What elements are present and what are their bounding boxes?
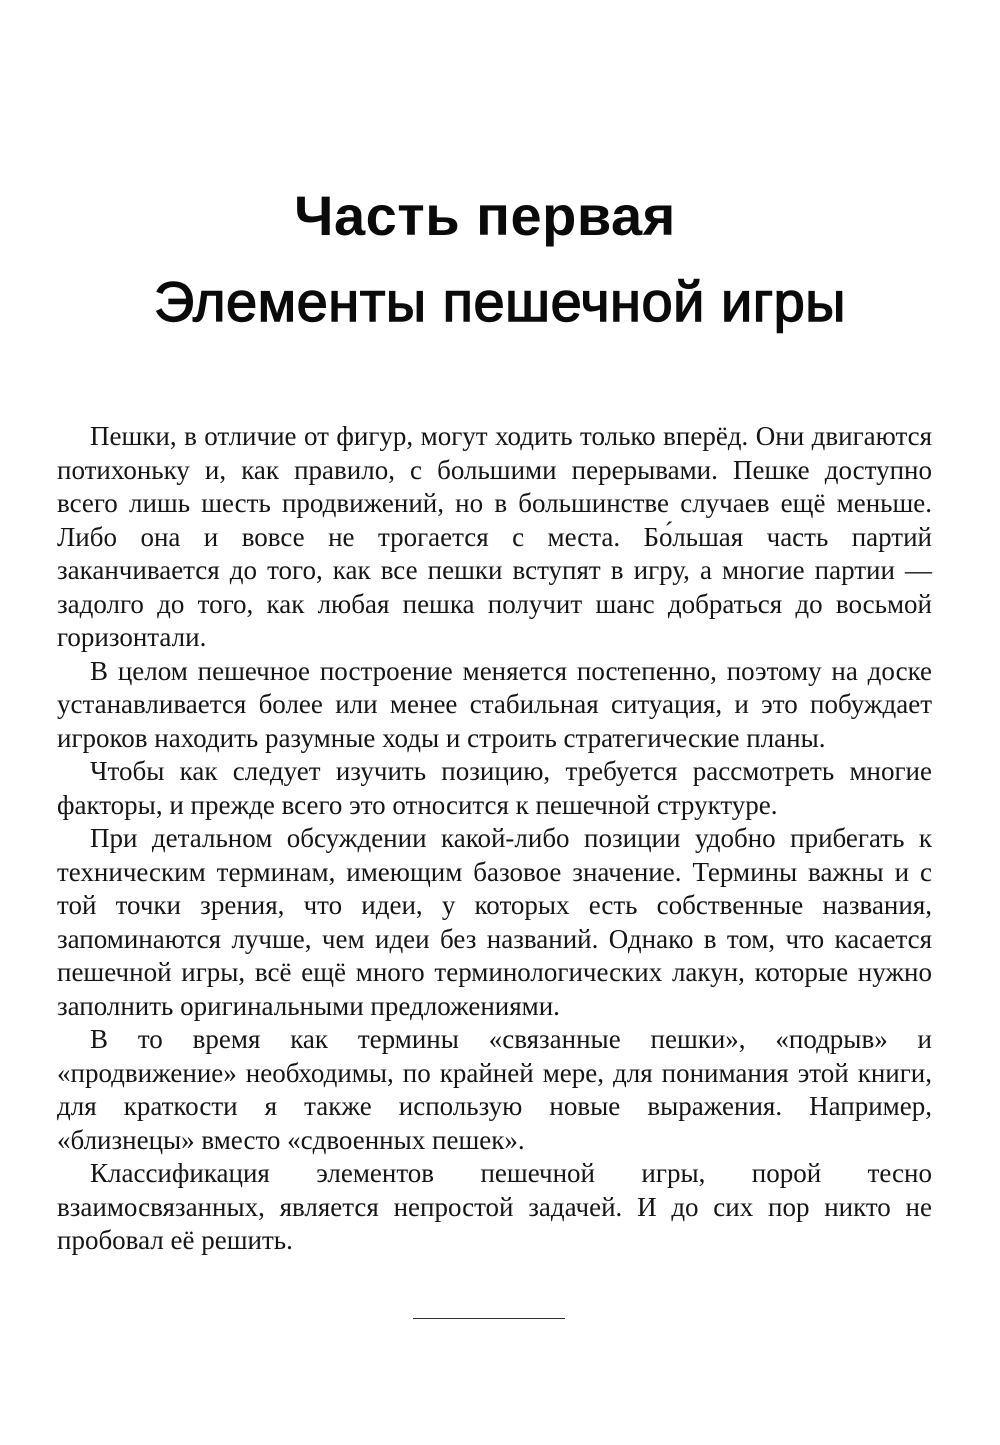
paragraph-4: При детальном обсуждении какой-либо позиции удобно прибегать к техническим терминам, имеющим базовое значение. Термины важны и с той точки зрения, что идеи, у которых есть собственные названия, запоминаются лучше, чем идеи без названий. Однако в том, что касается пешечной игры, всё ещё много терминологических лакун, которые нужно заполнить оригинальными предложениями. — [57, 823, 932, 1021]
part-subtitle: Элементы пешечной игры — [153, 270, 847, 333]
paragraph-6: Классификация элементов пешечной игры, порой тесно взаимосвязанных, является непростой задачей. И до сих пор никто не пробовал её решить. — [57, 1158, 932, 1255]
chapter-heading — [0, 178, 1000, 340]
paragraph-3: Чтобы как следует изучить позицию, требуется рассмотреть многие факторы, и прежде всего это относится к пешечной структуре. — [57, 756, 932, 820]
paragraph-1: Пешки, в отличие от фигур, могут ходить только вперёд. Они двигаются потихоньку и, как правило, с большими перерывами. Пешке доступно всего лишь шесть продвижений, но в большинстве случаев ещё меньше. Либо она и вовсе не трогается с места. Бо́льшая часть партий заканчивается до того, как все пешки вступят в игру, а многие партии — задолго до того, как любая пешка получит шанс добраться до восьмой горизонтали. — [57, 421, 932, 652]
part-title: Часть первая — [294, 184, 676, 247]
section-end-divider — [413, 1318, 565, 1319]
body-text — [57, 420, 932, 1258]
paragraph-5: В то время как термины «связанные пешки», «подрыв» и «продвижение» необходимы, по крайней мере, для понимания этой книги, для краткости я также использую новые выражения. Например, «близнецы» вместо «сдвоенных пешек». — [57, 1024, 932, 1155]
paragraph-2: В целом пешечное построение меняется постепенно, поэтому на доске устанавливается более или менее стабильная ситуация, и это побуждает игроков находить разумные ходы и строить стратегические планы. — [57, 655, 932, 753]
